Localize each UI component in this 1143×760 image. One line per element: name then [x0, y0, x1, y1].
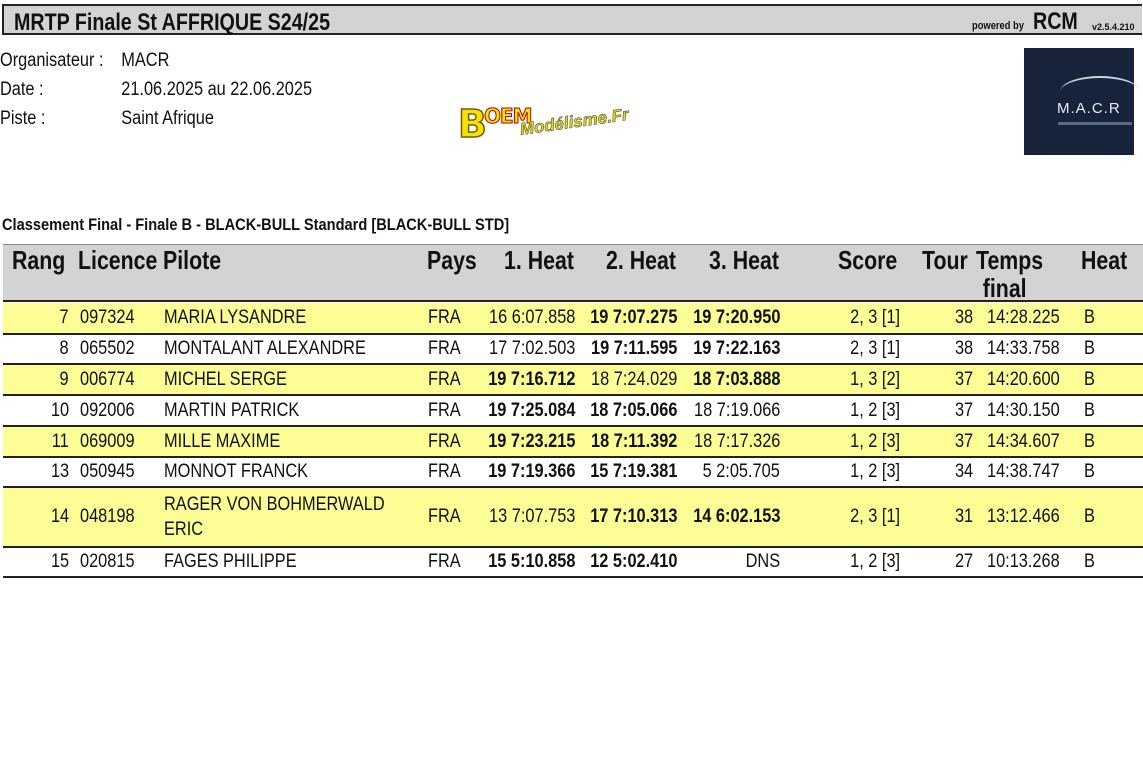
cell-tour: 37 [954, 399, 973, 421]
cell-tour: 38 [954, 307, 973, 328]
cell-h1: 15 5:10.858 [487, 551, 575, 572]
section-title: Classement Final - Finale B - BLACK-BULL Standard [BLACK-BULL STD] [2, 215, 510, 234]
table-row [3, 548, 1143, 578]
cell-heat: B [1084, 338, 1095, 359]
col-pays: Pays [427, 245, 477, 275]
cell-licence: 092006 [80, 399, 135, 421]
cell-pilote: MARIA LYSANDRE [164, 307, 307, 328]
cell-pays: FRA [428, 307, 461, 328]
cell-tour: 37 [954, 430, 973, 452]
cell-score: 2, 3 [1] [850, 338, 900, 359]
cell-score: 2, 3 [1] [850, 506, 900, 527]
col-score: Score [838, 245, 898, 275]
cell-pilote: MILLE MAXIME [164, 430, 281, 452]
cell-temps: 14:33.758 [987, 338, 1060, 359]
piste-label: Piste : [0, 108, 46, 129]
cell-pays: FRA [428, 551, 461, 572]
cell-temps: 14:28.225 [987, 307, 1060, 328]
cell-pays: FRA [428, 461, 461, 482]
cell-h3: 19 7:22.163 [692, 338, 780, 359]
cell-temps: 14:38.747 [987, 461, 1060, 482]
col-heat1: 1. Heat [504, 245, 574, 275]
table-row [3, 488, 1143, 548]
boem-logo-modelisme: Modélisme.Fr [518, 104, 630, 139]
cell-rang: 10 [50, 399, 69, 421]
col-temps-final: Temps final [976, 245, 1044, 303]
cell-rang: 9 [59, 368, 69, 390]
cell-h2: 12 5:02.410 [589, 551, 677, 572]
cell-heat: B [1084, 461, 1095, 482]
cell-heat: B [1084, 368, 1095, 390]
cell-pilote: MICHEL SERGE [164, 368, 287, 390]
cell-pilote: MONNOT FRANCK [164, 461, 309, 482]
cell-h2: 19 7:11.595 [590, 338, 677, 359]
cell-rang: 14 [50, 506, 69, 527]
table-row [3, 458, 1143, 488]
cell-score: 1, 2 [3] [850, 430, 900, 452]
cell-h1: 19 7:23.215 [487, 430, 575, 452]
cell-h1: 16 6:07.858 [488, 307, 575, 328]
cell-score: 2, 3 [1] [850, 307, 900, 328]
cell-temps: 14:20.600 [987, 368, 1060, 390]
cell-licence: 020815 [80, 551, 135, 572]
cell-h2: 17 7:10.313 [589, 506, 677, 527]
table-header [3, 244, 1143, 302]
cell-pilote: RAGER VON BOHMERWALD ERIC [164, 494, 385, 540]
cell-h3: 14 6:02.153 [692, 506, 780, 527]
table-row [3, 396, 1143, 427]
cell-rang: 15 [50, 551, 69, 572]
page-title: MRTP Finale St AFFRIQUE S24/25 [14, 9, 331, 36]
title-bar [2, 4, 1142, 35]
cell-rang: 7 [59, 307, 69, 328]
cell-licence: 097324 [80, 307, 135, 328]
col-heat: Heat [1081, 245, 1128, 275]
powered-by-label: powered by [972, 20, 1024, 32]
version-label: v2.5.4.210 [1092, 22, 1135, 32]
cell-tour: 38 [954, 338, 973, 359]
col-heat2: 2. Heat [606, 245, 676, 275]
cell-h2: 18 7:11.392 [590, 430, 677, 452]
cell-heat: B [1084, 430, 1095, 452]
col-pilote: Pilote [163, 245, 222, 275]
cell-h2: 18 7:05.066 [589, 399, 677, 421]
col-heat3: 3. Heat [709, 245, 779, 275]
cell-tour: 27 [954, 551, 973, 572]
organisateur-value: MACR [121, 50, 170, 71]
cell-tour: 34 [954, 461, 973, 482]
cell-h1: 19 7:25.084 [487, 399, 575, 421]
cell-temps: 14:30.150 [987, 399, 1060, 421]
cell-tour: 31 [954, 506, 973, 527]
cell-h2: 15 7:19.381 [589, 461, 677, 482]
cell-licence: 065502 [80, 338, 135, 359]
cell-temps: 10:13.268 [987, 551, 1060, 572]
col-tour: Tour [922, 245, 968, 275]
cell-rang: 11 [52, 430, 69, 452]
table-row [3, 335, 1143, 365]
cell-h3: 18 7:03.888 [692, 368, 780, 390]
cell-score: 1, 2 [3] [850, 399, 900, 421]
cell-h1: 17 7:02.503 [488, 338, 575, 359]
cell-pays: FRA [428, 430, 461, 452]
cell-heat: B [1084, 307, 1095, 328]
cell-score: 1, 2 [3] [850, 461, 900, 482]
cell-pays: FRA [428, 338, 461, 359]
col-licence: Licence [78, 245, 158, 275]
boem-logo-oem: OEM [484, 104, 532, 128]
cell-h3: DNS [745, 551, 780, 572]
cell-licence: 050945 [80, 461, 135, 482]
cell-licence: 048198 [80, 506, 135, 527]
piste-value: Saint Afrique [121, 108, 214, 129]
cell-h3: 18 7:17.326 [693, 430, 780, 452]
cell-heat: B [1084, 506, 1095, 527]
cell-h1: 19 7:16.712 [487, 368, 575, 390]
cell-h3: 18 7:19.066 [693, 399, 780, 421]
cell-pilote: MONTALANT ALEXANDRE [164, 338, 366, 359]
cell-pilote: FAGES PHILIPPE [164, 551, 297, 572]
cell-h2: 18 7:24.029 [590, 368, 677, 390]
cell-score: 1, 3 [2] [850, 368, 900, 390]
cell-licence: 069009 [80, 430, 135, 452]
macr-logo-subline [1058, 122, 1132, 125]
macr-logo-text: M.A.C.R [1057, 100, 1121, 117]
cell-rang: 13 [50, 461, 69, 482]
col-rang: Rang [12, 245, 66, 275]
date-value: 21.06.2025 au 22.06.2025 [121, 79, 313, 100]
cell-heat: B [1084, 551, 1095, 572]
rcm-brand: RCM [1033, 8, 1078, 35]
cell-pays: FRA [428, 368, 461, 390]
cell-pilote: MARTIN PATRICK [164, 399, 300, 421]
cell-tour: 37 [954, 368, 973, 390]
cell-heat: B [1084, 399, 1095, 421]
boem-logo [458, 100, 640, 150]
cell-h1: 19 7:19.366 [487, 461, 575, 482]
cell-h3: 19 7:20.950 [692, 307, 780, 328]
organisateur-label: Organisateur : [0, 50, 104, 71]
table-row [3, 365, 1143, 396]
cell-h2: 19 7:07.275 [589, 307, 677, 328]
boem-logo-b: B [458, 102, 487, 146]
cell-h3: 5 2:05.705 [702, 461, 780, 482]
cell-licence: 006774 [80, 368, 135, 390]
macr-logo [1024, 48, 1134, 155]
cell-pays: FRA [428, 506, 461, 527]
cell-h1: 13 7:07.753 [488, 506, 575, 527]
cell-pays: FRA [428, 399, 461, 421]
date-label: Date : [0, 79, 44, 100]
cell-rang: 8 [59, 338, 69, 359]
cell-score: 1, 2 [3] [850, 551, 900, 572]
cell-temps: 14:34.607 [987, 430, 1060, 452]
cell-temps: 13:12.466 [987, 506, 1060, 527]
table-row [3, 427, 1143, 458]
table-row [3, 303, 1143, 335]
